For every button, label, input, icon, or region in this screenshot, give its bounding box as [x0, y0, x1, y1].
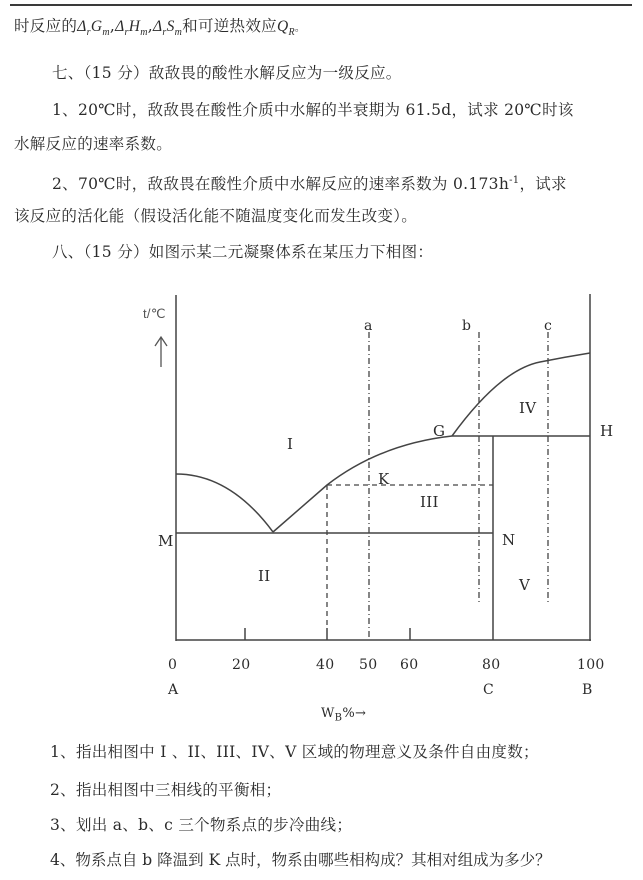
region-IV: IV [519, 399, 537, 417]
liquidus-B [452, 353, 590, 436]
label-b: b [462, 318, 472, 334]
q8-question-2: 2、指出相图中三相线的平衡相； [50, 781, 282, 799]
q8-question-4: 4、物系点自 b 降温到 K 点时，物系由哪些相构成？其相对组成为多少？ [50, 851, 551, 869]
x-tick-40: 40 [316, 657, 335, 673]
x-axis-label: $W_B\%\to$ [321, 706, 367, 724]
region-III: III [420, 493, 439, 511]
term-drSm: $\Delta_rS_m$ [152, 18, 183, 39]
text-prefix: 时反应的 [14, 17, 78, 35]
component-A: A [168, 682, 179, 698]
q7-item2-line2: 该反应的活化能（假设活化能不随温度变化而发生改变）。 [14, 207, 418, 225]
point-M: M [158, 532, 174, 550]
point-K: K [378, 470, 390, 488]
term-drGm: $\Delta_rG_m$ [77, 18, 110, 39]
y-axis-label: t/℃ [143, 306, 166, 321]
x-tick-60: 60 [400, 657, 419, 673]
x-tick-50: 50 [359, 657, 378, 673]
q8-title: 八、（15 分）如图示某二元凝聚体系在某压力下相图： [52, 243, 434, 261]
liquidus-A [176, 474, 273, 532]
component-B: B [582, 682, 593, 698]
x-tick-100: 100 [577, 657, 605, 673]
x-tick-80: 80 [482, 657, 501, 673]
term-drHm: $\Delta_rH_m$ [115, 18, 148, 39]
component-C: C [483, 682, 495, 698]
q8-question-3: 3、划出 a、b、c 三个物系点的步冷曲线； [50, 816, 353, 834]
q7-title: 七、（15 分）敌敌畏的酸性水解反应为一级反应。 [52, 64, 402, 82]
point-H: H [600, 422, 614, 440]
text-line-thermo: 时反应的$\Delta_rG_m,\Delta_rH_m,\Delta_rS_m$和可逆热效应$Q_R$。 [14, 17, 306, 39]
label-c: c [544, 318, 553, 334]
text-middle: 和可逆热效应 [182, 17, 277, 35]
point-G: G [433, 422, 446, 440]
q7-item2-line1: 2、70℃时，敌敌畏在酸性介质中水解反应的速率系数为 $0.173h^{-1}$，试求 [52, 175, 567, 194]
x-tick-0: 0 [168, 657, 178, 673]
liquidus-C [273, 436, 452, 532]
region-II: II [258, 567, 271, 585]
x-tick-20: 20 [232, 657, 251, 673]
region-I: I [287, 435, 294, 453]
q7-item1-line2: 水解反应的速率系数。 [14, 135, 173, 153]
term-QR: $Q_R$ [276, 18, 295, 39]
q8-question-1: 1、指出相图中 I 、II、III、IV、V 区域的物理意义及条件自由度数； [50, 743, 539, 761]
region-V: V [519, 576, 531, 594]
point-N: N [502, 531, 516, 549]
q7-item1-line1: 1、20℃时，敌敌畏在酸性介质中水解的半衰期为 61.5d，试求 20℃时该 [52, 101, 574, 119]
label-a: a [364, 318, 373, 334]
